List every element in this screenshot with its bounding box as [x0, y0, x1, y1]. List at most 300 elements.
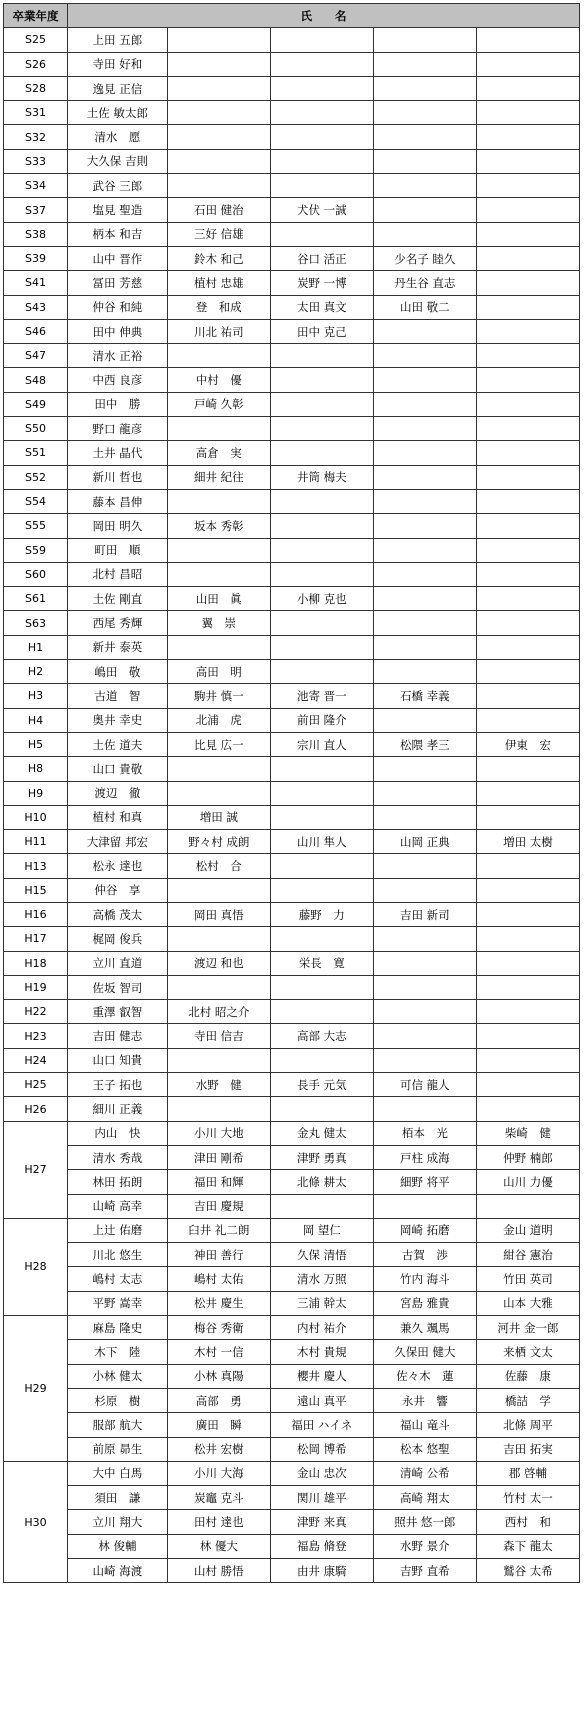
name-cell: 犬伏 一誠: [270, 198, 373, 222]
name-cell: 嶋村 太佑: [167, 1267, 270, 1291]
name-cell: 佐藤 康: [476, 1364, 579, 1388]
table-row: [4, 660, 580, 684]
name-cell: 水野 健: [167, 1073, 270, 1097]
empty-cell: [373, 76, 476, 100]
name-cell: 福田 和輝: [167, 1170, 270, 1194]
empty-cell: [270, 76, 373, 100]
table-row: [4, 951, 580, 975]
name-cell: 西尾 秀輝: [67, 611, 167, 635]
name-cell: 丹生谷 直志: [373, 271, 476, 295]
name-cell: 金山 忠次: [270, 1461, 373, 1485]
table-row: [4, 1291, 580, 1315]
table-row: [4, 635, 580, 659]
name-cell: 木村 一信: [167, 1340, 270, 1364]
year-cell: S34: [4, 174, 68, 198]
year-cell: S31: [4, 101, 68, 125]
empty-cell: [270, 805, 373, 829]
empty-cell: [270, 611, 373, 635]
name-cell: 平野 嵩幸: [67, 1291, 167, 1315]
name-cell: 櫻井 慶人: [270, 1364, 373, 1388]
name-cell: 上辻 佑磨: [67, 1218, 167, 1242]
empty-cell: [167, 101, 270, 125]
empty-cell: [476, 198, 579, 222]
name-cell: 岡崎 拓磨: [373, 1218, 476, 1242]
empty-cell: [373, 319, 476, 343]
empty-cell: [373, 222, 476, 246]
empty-cell: [270, 781, 373, 805]
empty-cell: [476, 319, 579, 343]
empty-cell: [476, 125, 579, 149]
empty-cell: [373, 708, 476, 732]
empty-cell: [373, 174, 476, 198]
name-cell: 郡 啓輔: [476, 1461, 579, 1485]
name-cell: 臼井 礼二朗: [167, 1218, 270, 1242]
name-cell: 宮島 雅貴: [373, 1291, 476, 1315]
name-cell: 細野 将平: [373, 1170, 476, 1194]
table-row: [4, 1510, 580, 1534]
name-cell: 小林 健太: [67, 1364, 167, 1388]
name-cell: 王子 拓也: [67, 1073, 167, 1097]
name-cell: 福山 竜斗: [373, 1413, 476, 1437]
name-cell: 山川 力優: [476, 1170, 579, 1194]
name-cell: 山岡 正典: [373, 830, 476, 854]
empty-cell: [476, 975, 579, 999]
table-row: [4, 732, 580, 756]
empty-cell: [476, 708, 579, 732]
empty-cell: [476, 514, 579, 538]
name-cell: 松岡 博希: [270, 1437, 373, 1461]
name-cell: 少名子 睦久: [373, 246, 476, 270]
name-cell: 北浦 虎: [167, 708, 270, 732]
year-cell: H11: [4, 830, 68, 854]
name-cell: 吉田 慶規: [167, 1194, 270, 1218]
empty-cell: [270, 1194, 373, 1218]
name-cell: 岡田 明久: [67, 514, 167, 538]
name-cell: 金丸 健太: [270, 1121, 373, 1145]
table-row: [4, 1340, 580, 1364]
name-cell: 長手 元気: [270, 1073, 373, 1097]
name-cell: 岡 望仁: [270, 1218, 373, 1242]
name-cell: 新井 泰英: [67, 635, 167, 659]
name-cell: 松永 達也: [67, 854, 167, 878]
empty-cell: [476, 781, 579, 805]
year-cell: S54: [4, 489, 68, 513]
name-cell: 嶋村 太志: [67, 1267, 167, 1291]
empty-cell: [476, 587, 579, 611]
name-cell: 渡辺 和也: [167, 951, 270, 975]
year-cell: H24: [4, 1048, 68, 1072]
name-cell: 林 優大: [167, 1534, 270, 1558]
year-cell: H15: [4, 878, 68, 902]
name-cell: 林 俊輔: [67, 1534, 167, 1558]
name-cell: 古賀 渉: [373, 1243, 476, 1267]
name-cell: 木村 貴規: [270, 1340, 373, 1364]
empty-cell: [373, 514, 476, 538]
name-cell: 久保田 健大: [373, 1340, 476, 1364]
name-cell: 山田 眞: [167, 587, 270, 611]
table-row: [4, 1073, 580, 1097]
empty-cell: [476, 902, 579, 926]
name-cell: 高部 大志: [270, 1024, 373, 1048]
table-row: [4, 319, 580, 343]
name-cell: 土佐 敏太郎: [67, 101, 167, 125]
name-cell: 渡辺 徹: [67, 781, 167, 805]
empty-cell: [270, 52, 373, 76]
year-cell: H30: [4, 1461, 68, 1582]
name-cell: 神田 善行: [167, 1243, 270, 1267]
name-cell: 河井 金一郎: [476, 1316, 579, 1340]
empty-cell: [476, 1194, 579, 1218]
name-cell: 伊東 宏: [476, 732, 579, 756]
empty-cell: [373, 489, 476, 513]
name-cell: 川北 悠生: [67, 1243, 167, 1267]
empty-cell: [270, 28, 373, 52]
empty-cell: [167, 1097, 270, 1121]
table-row: [4, 392, 580, 416]
empty-cell: [373, 149, 476, 173]
empty-cell: [476, 222, 579, 246]
table-row: [4, 344, 580, 368]
name-cell: 増田 誠: [167, 805, 270, 829]
name-cell: 柄本 和吉: [67, 222, 167, 246]
empty-cell: [373, 660, 476, 684]
table-row: [4, 222, 580, 246]
empty-cell: [476, 878, 579, 902]
name-cell: 田中 勝: [67, 392, 167, 416]
name-cell: 仲谷 享: [67, 878, 167, 902]
name-cell: 金山 道明: [476, 1218, 579, 1242]
year-cell: H9: [4, 781, 68, 805]
empty-cell: [476, 368, 579, 392]
name-cell: 清水 正裕: [67, 344, 167, 368]
name-cell: 松隈 孝三: [373, 732, 476, 756]
year-cell: S39: [4, 246, 68, 270]
empty-cell: [167, 149, 270, 173]
name-cell: 鷲谷 太希: [476, 1559, 579, 1583]
year-cell: H1: [4, 635, 68, 659]
empty-cell: [270, 878, 373, 902]
empty-cell: [373, 28, 476, 52]
name-cell: 清崎 公希: [373, 1461, 476, 1485]
year-cell: S26: [4, 52, 68, 76]
name-cell: 前田 隆介: [270, 708, 373, 732]
table-row: [4, 1024, 580, 1048]
name-cell: 山川 隼人: [270, 830, 373, 854]
name-cell: 石田 健治: [167, 198, 270, 222]
table-row: [4, 805, 580, 829]
name-cell: 内山 快: [67, 1121, 167, 1145]
name-cell: 藤本 昌伸: [67, 489, 167, 513]
table-row: [4, 1316, 580, 1340]
name-cell: 紺谷 憲治: [476, 1243, 579, 1267]
table-row: [4, 830, 580, 854]
name-cell: 津野 来真: [270, 1510, 373, 1534]
name-cell: 佐坂 智司: [67, 975, 167, 999]
name-cell: 永井 響: [373, 1388, 476, 1412]
name-cell: 福田 ハイネ: [270, 1413, 373, 1437]
year-cell: H28: [4, 1218, 68, 1315]
name-cell: 高田 明: [167, 660, 270, 684]
empty-cell: [270, 149, 373, 173]
year-cell: H8: [4, 757, 68, 781]
name-cell: 須田 謙: [67, 1486, 167, 1510]
empty-cell: [373, 52, 476, 76]
table-row: [4, 1218, 580, 1242]
name-cell: 町田 順: [67, 538, 167, 562]
name-cell: 戸崎 久彰: [167, 392, 270, 416]
name-cell: 比見 広一: [167, 732, 270, 756]
name-cell: 山村 勝悟: [167, 1559, 270, 1583]
name-cell: 塩見 聖造: [67, 198, 167, 222]
name-cell: 竹内 海斗: [373, 1267, 476, 1291]
empty-cell: [476, 392, 579, 416]
name-cell: 土佐 剛直: [67, 587, 167, 611]
name-cell: 木下 陸: [67, 1340, 167, 1364]
graduates-table: [3, 3, 580, 1583]
empty-cell: [476, 660, 579, 684]
name-cell: 柴崎 健: [476, 1121, 579, 1145]
table-row: [4, 125, 580, 149]
name-cell: 細井 紀往: [167, 465, 270, 489]
table-row: [4, 1121, 580, 1145]
name-cell: 寺田 好和: [67, 52, 167, 76]
empty-cell: [167, 878, 270, 902]
empty-cell: [476, 1024, 579, 1048]
table-row: [4, 757, 580, 781]
empty-cell: [373, 878, 476, 902]
year-cell: H13: [4, 854, 68, 878]
year-cell: H22: [4, 1000, 68, 1024]
year-cell: S25: [4, 28, 68, 52]
name-cell: 細川 正義: [67, 1097, 167, 1121]
table-row: [4, 878, 580, 902]
table-row: [4, 902, 580, 926]
year-cell: H5: [4, 732, 68, 756]
name-cell: 可信 龍人: [373, 1073, 476, 1097]
name-cell: 清水 秀哉: [67, 1145, 167, 1169]
name-cell: 来栖 文太: [476, 1340, 579, 1364]
empty-cell: [476, 295, 579, 319]
empty-cell: [373, 441, 476, 465]
empty-cell: [167, 28, 270, 52]
empty-cell: [270, 660, 373, 684]
name-cell: 立川 翔大: [67, 1510, 167, 1534]
table-row: [4, 854, 580, 878]
empty-cell: [167, 52, 270, 76]
year-cell: H25: [4, 1073, 68, 1097]
table-row: [4, 1413, 580, 1437]
name-cell: 宗川 直人: [270, 732, 373, 756]
name-cell: 津田 剛希: [167, 1145, 270, 1169]
name-cell: 竹村 太一: [476, 1486, 579, 1510]
name-cell: 炭野 一博: [270, 271, 373, 295]
empty-cell: [167, 927, 270, 951]
year-cell: H2: [4, 660, 68, 684]
empty-cell: [373, 805, 476, 829]
empty-cell: [167, 125, 270, 149]
empty-cell: [373, 198, 476, 222]
table-row: [4, 489, 580, 513]
empty-cell: [373, 344, 476, 368]
name-cell: 栄長 寛: [270, 951, 373, 975]
name-cell: 西村 和: [476, 1510, 579, 1534]
name-cell: 大久保 吉則: [67, 149, 167, 173]
name-cell: 野口 龍彦: [67, 417, 167, 441]
empty-cell: [476, 149, 579, 173]
empty-cell: [476, 52, 579, 76]
name-cell: 仲谷 和純: [67, 295, 167, 319]
name-cell: 炭竈 克斗: [167, 1486, 270, 1510]
table-row: [4, 1364, 580, 1388]
name-cell: 山崎 高幸: [67, 1194, 167, 1218]
empty-cell: [476, 854, 579, 878]
empty-cell: [476, 465, 579, 489]
empty-cell: [270, 489, 373, 513]
empty-cell: [167, 562, 270, 586]
empty-cell: [373, 417, 476, 441]
name-cell: 遠山 真平: [270, 1388, 373, 1412]
year-cell: S32: [4, 125, 68, 149]
name-cell: 寺田 信吉: [167, 1024, 270, 1048]
year-cell: H29: [4, 1316, 68, 1462]
table-row: [4, 271, 580, 295]
name-cell: 山崎 海渡: [67, 1559, 167, 1583]
empty-cell: [270, 417, 373, 441]
name-cell: 松本 悠聖: [373, 1437, 476, 1461]
name-cell: 吉野 直希: [373, 1559, 476, 1583]
name-cell: 坂本 秀彰: [167, 514, 270, 538]
name-cell: 藤野 力: [270, 902, 373, 926]
empty-cell: [373, 125, 476, 149]
name-cell: 関川 雄平: [270, 1486, 373, 1510]
name-cell: 清水 万照: [270, 1267, 373, 1291]
name-cell: 久保 清悟: [270, 1243, 373, 1267]
table-row: [4, 149, 580, 173]
name-cell: 山中 晋作: [67, 246, 167, 270]
name-cell: 小川 大海: [167, 1461, 270, 1485]
table-row: [4, 781, 580, 805]
year-cell: S41: [4, 271, 68, 295]
name-cell: 登 和成: [167, 295, 270, 319]
name-cell: 駒井 慎一: [167, 684, 270, 708]
name-cell: 津野 勇真: [270, 1145, 373, 1169]
name-cell: 田村 達也: [167, 1510, 270, 1534]
empty-cell: [476, 538, 579, 562]
name-cell: 松村 合: [167, 854, 270, 878]
name-cell: 植村 忠雄: [167, 271, 270, 295]
name-cell: 清水 愿: [67, 125, 167, 149]
empty-cell: [373, 927, 476, 951]
table-row: [4, 1243, 580, 1267]
empty-cell: [270, 562, 373, 586]
year-cell: H27: [4, 1121, 68, 1218]
empty-cell: [167, 76, 270, 100]
empty-cell: [373, 587, 476, 611]
name-cell: 川北 祐司: [167, 319, 270, 343]
year-cell: H17: [4, 927, 68, 951]
empty-cell: [167, 538, 270, 562]
name-cell: 吉田 新司: [373, 902, 476, 926]
name-cell: 栢本 光: [373, 1121, 476, 1145]
year-cell: H3: [4, 684, 68, 708]
table-row: [4, 52, 580, 76]
table-row: [4, 1437, 580, 1461]
name-cell: 古道 智: [67, 684, 167, 708]
table-row: [4, 514, 580, 538]
empty-cell: [373, 1097, 476, 1121]
empty-cell: [373, 101, 476, 125]
empty-cell: [270, 392, 373, 416]
name-cell: 竹田 英司: [476, 1267, 579, 1291]
year-cell: H19: [4, 975, 68, 999]
name-cell: 内村 祐介: [270, 1316, 373, 1340]
table-row: [4, 1534, 580, 1558]
table-header-row: [4, 4, 580, 28]
name-cell: 山口 知貴: [67, 1048, 167, 1072]
table-row: [4, 1461, 580, 1485]
name-cell: 中村 優: [167, 368, 270, 392]
year-cell: S55: [4, 514, 68, 538]
name-cell: 石橋 幸義: [373, 684, 476, 708]
name-cell: 松井 慶生: [167, 1291, 270, 1315]
empty-cell: [476, 684, 579, 708]
name-cell: 服部 航大: [67, 1413, 167, 1437]
empty-cell: [373, 757, 476, 781]
empty-cell: [373, 635, 476, 659]
empty-cell: [373, 1048, 476, 1072]
name-cell: 北條 耕太: [270, 1170, 373, 1194]
name-cell: 岡田 真悟: [167, 902, 270, 926]
name-cell: 武谷 三郎: [67, 174, 167, 198]
year-cell: S48: [4, 368, 68, 392]
table-row: [4, 1486, 580, 1510]
year-cell: H26: [4, 1097, 68, 1121]
empty-cell: [476, 951, 579, 975]
empty-cell: [373, 538, 476, 562]
empty-cell: [373, 1024, 476, 1048]
empty-cell: [476, 28, 579, 52]
name-cell: 仲野 楠郎: [476, 1145, 579, 1169]
name-cell: 太田 真文: [270, 295, 373, 319]
name-cell: 吉田 健志: [67, 1024, 167, 1048]
table-row: [4, 1194, 580, 1218]
empty-cell: [476, 1073, 579, 1097]
empty-cell: [270, 344, 373, 368]
empty-cell: [270, 125, 373, 149]
empty-cell: [167, 417, 270, 441]
name-cell: 水野 景介: [373, 1534, 476, 1558]
name-cell: 森下 龍太: [476, 1534, 579, 1558]
table-row: [4, 1388, 580, 1412]
year-cell: S47: [4, 344, 68, 368]
empty-cell: [167, 975, 270, 999]
name-cell: 立川 直道: [67, 951, 167, 975]
empty-cell: [476, 757, 579, 781]
name-cell: 三好 信雄: [167, 222, 270, 246]
table-row: [4, 587, 580, 611]
name-cell: 重澤 叡智: [67, 1000, 167, 1024]
year-cell: S38: [4, 222, 68, 246]
empty-cell: [270, 1000, 373, 1024]
table-row: [4, 538, 580, 562]
empty-cell: [373, 368, 476, 392]
empty-cell: [476, 101, 579, 125]
empty-cell: [167, 757, 270, 781]
year-cell: S43: [4, 295, 68, 319]
name-cell: 植村 和真: [67, 805, 167, 829]
year-cell: H16: [4, 902, 68, 926]
empty-cell: [167, 344, 270, 368]
